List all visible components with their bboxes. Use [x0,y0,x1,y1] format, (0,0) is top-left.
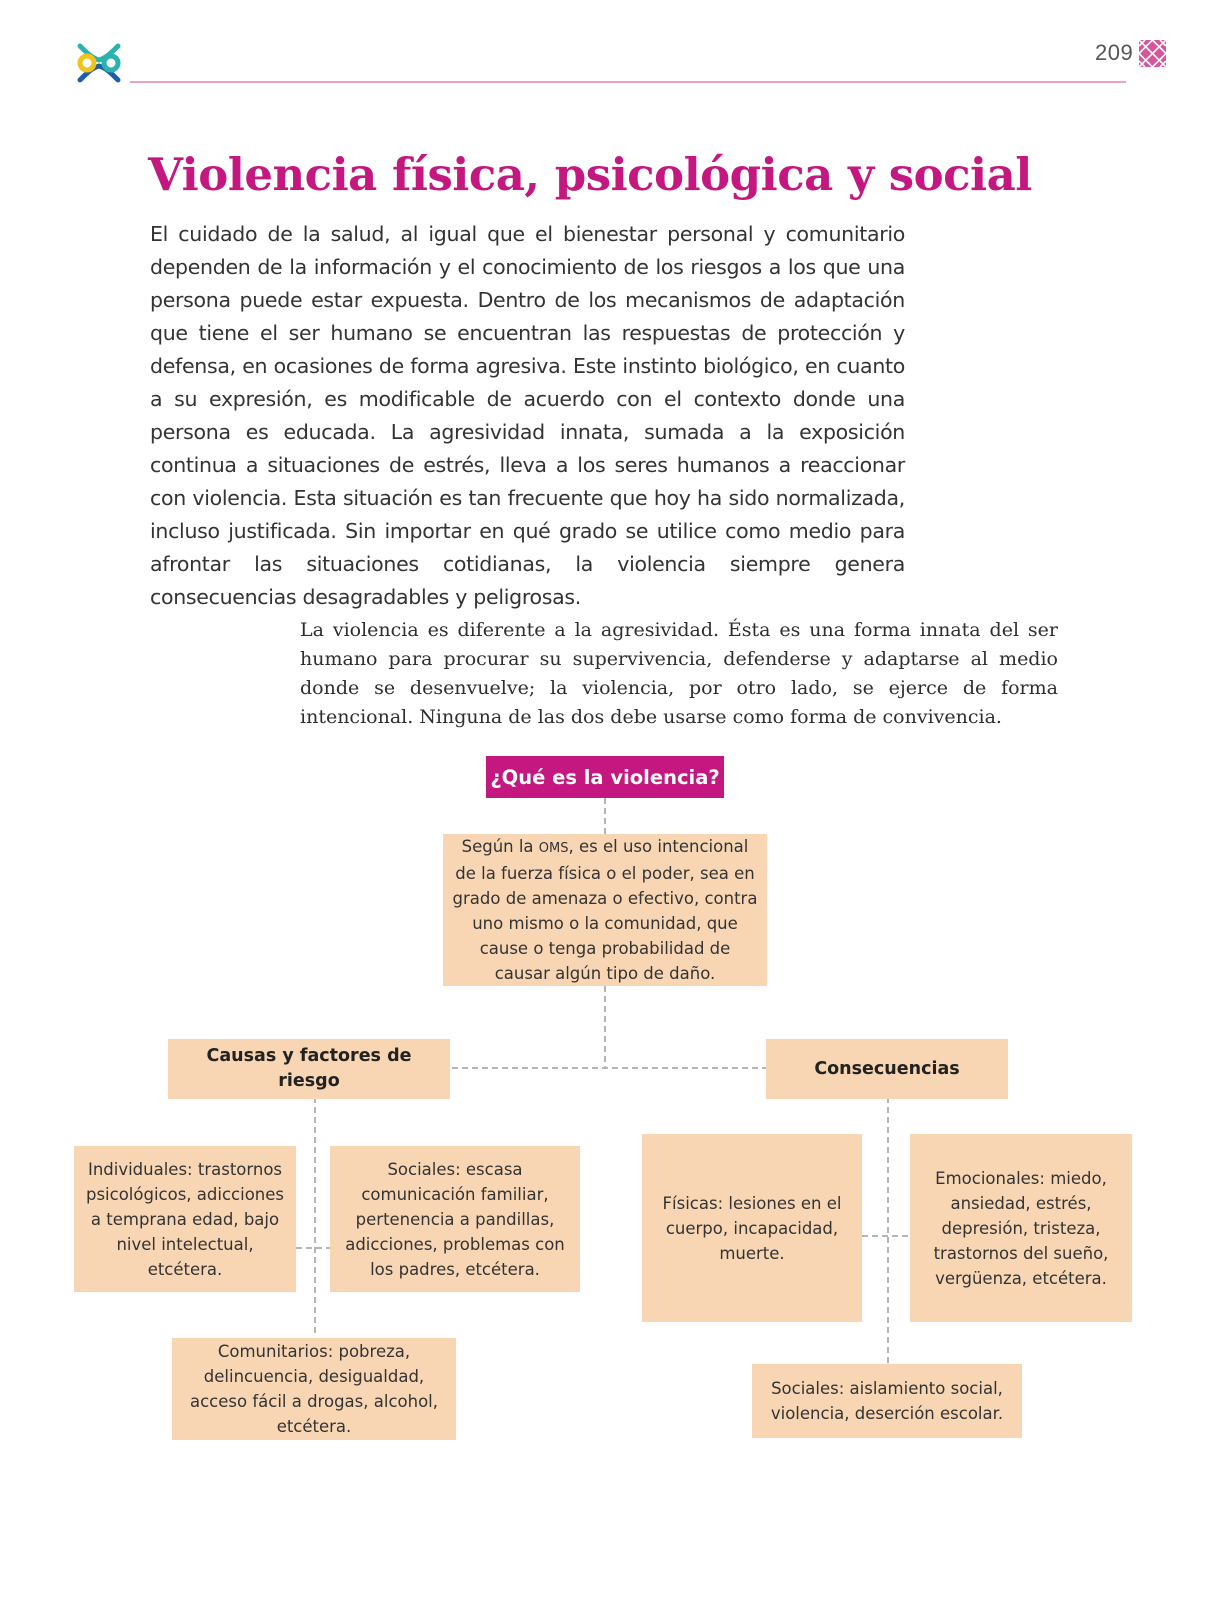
root-question-box: ¿Qué es la violencia? [486,756,724,798]
consequences-emotional-box: Emocionales: miedo, ansiedad, estrés, depresión, tristeza, trastornos del sueño, vergüenza, etcétera. [910,1134,1132,1322]
definition-prefix: Según la [461,837,539,856]
definition-box [443,834,767,986]
definition-acronym: OMS [538,841,569,856]
causes-community-box: Comunitarios: pobreza, delincuencia, desigualdad, acceso fácil a drogas, alcohol, etcétera. [172,1338,456,1440]
causes-social-box: Sociales: escasa comunicación familiar, pertenencia a pandillas, adicciones, problemas con los padres, etcétera. [330,1146,580,1292]
note-paragraph: La violencia es diferente a la agresividad. Ésta es una forma innata del ser humano para procurar su supervivencia, defenderse y adaptarse al medio donde se desenvuelve; la violencia, por otro lado, se ejerce de forma intencional. Ninguna de las dos debe usarse como forma de convivencia. [300,619,1058,728]
intro-paragraph: El cuidado de la salud, al igual que el bienestar personal y comunitario dependen de la información y el conocimiento de los riesgos a los que una persona puede estar expuesta. Dentro de los mecanismos de adaptación que tiene el ser humano se encuentran las respuestas de protección y defensa, en ocasiones de forma agresiva. Este instinto biológico, en cuanto a su expresión, es modificable de acuerdo con el contexto donde una persona es educada. La agresividad innata, sumada a la exposición continua a situaciones de estrés, lleva a los seres humanos a reaccionar con violencia. Esta situación es tan frecuente que hoy ha sido normalizada, incluso justificada. Sin importar en qué grado se utilice como medio para afrontar las situaciones cotidianas, la violencia siempre genera consecuencias desagradables y peligrosas. [150,222,905,609]
page-number: 209 [1095,40,1134,65]
consequences-heading-box: Consecuencias [766,1039,1008,1099]
consequences-social-box: Sociales: aislamiento social, violencia, deserción escolar. [752,1364,1022,1438]
page-title: Violencia física, psicológica y social [148,148,1032,201]
causes-heading-box: Causas y factores de riesgo [168,1039,450,1099]
definition-rest: , es el uso intencional de la fuerza física o el poder, sea en grado de amenaza o efectivo, contra uno mismo o la comunidad, que cause o tenga probabilidad de causar algún tipo de daño. [452,837,758,983]
causes-individual-box: Individuales: trastornos psicológicos, adicciones a temprana edad, bajo nivel intelectual, etcétera. [74,1146,296,1292]
consequences-physical-box: Físicas: lesiones en el cuerpo, incapacidad, muerte. [642,1134,862,1322]
